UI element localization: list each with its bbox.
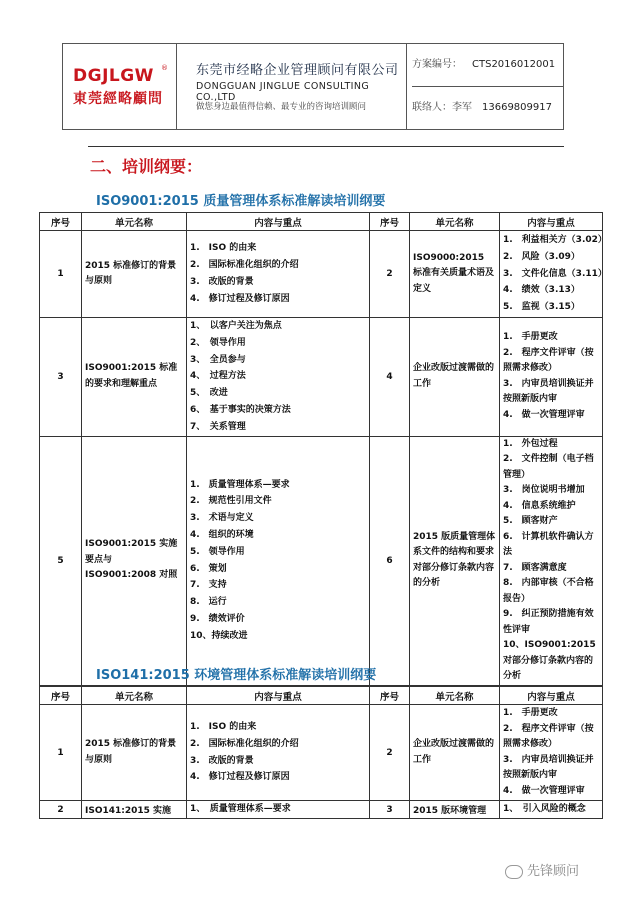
unit-name: ISO141:2015 实施: [82, 801, 187, 819]
list-item: 1. 利益相关方（3.02）: [503, 235, 607, 245]
list-item: 4. 绩效（3.13）: [503, 285, 580, 296]
company-info: [176, 44, 407, 129]
list-item: 7. 顾客满意度: [503, 562, 567, 573]
company-name-en: DONGGUAN JINGLUE CONSULTING CO.,LTD: [196, 81, 370, 103]
company-logo: [63, 44, 177, 129]
list-item: 1. ISO 的由来: [190, 721, 257, 732]
header-rule: [88, 146, 564, 147]
header-no: 序号: [40, 213, 82, 231]
unit-name: ISO9001:2015 实施要点与 ISO9001:2008 对照: [82, 436, 187, 685]
logo-cn-text: 東莞經略顧問: [73, 91, 163, 107]
row-number: 2: [40, 801, 82, 819]
list-item: 3. 改版的背景: [190, 755, 254, 766]
training-outline-table-1: [39, 212, 607, 686]
content-list: [187, 318, 370, 437]
list-item: 10、持续改进: [190, 630, 248, 641]
list-item: 4. 做一次管理评审: [503, 785, 585, 796]
list-item: 5. 顾客财产: [503, 516, 558, 527]
list-item: 2. 文件控制（电子档管理）: [503, 454, 594, 480]
list-item: 4. 组织的环境: [190, 529, 254, 540]
unit-name: ISO9001:2015 标准的要求和理解重点: [82, 318, 187, 437]
list-item: 3、 全员参与: [190, 354, 246, 365]
list-item: 5、 改进: [190, 388, 228, 399]
list-item: 3. 内审员培训换证并按照新版内审: [503, 754, 594, 780]
content-list: [500, 436, 603, 685]
list-item: 4. 信息系统维护: [503, 500, 576, 511]
list-item: 2. 风险（3.09）: [503, 251, 580, 262]
header-unit: 单元名称: [82, 687, 187, 705]
company-name-cn: 东莞市经略企业管理顾问有限公司: [196, 63, 399, 78]
row-number: 2: [370, 705, 410, 801]
table-row: [40, 705, 603, 801]
table-row: [40, 801, 603, 819]
list-item: 2. 国际标准化组织的介绍: [190, 738, 299, 749]
list-item: 2. 程序文件评审（按照需求修改）: [503, 347, 594, 374]
header-unit: 单元名称: [82, 213, 187, 231]
content-list: [187, 801, 370, 819]
unit-name: 2015 版质量管理体系文件的结构和要求对部分修订条款内容的分析: [410, 436, 500, 685]
list-item: 2. 规范性引用文件: [190, 496, 272, 507]
list-item: 3. 术语与定义: [190, 513, 254, 524]
list-item: 1. ISO 的由来: [190, 243, 257, 254]
contact-phone: 13669809917: [482, 102, 552, 113]
list-item: 6. 策划: [190, 563, 227, 574]
list-item: 6. 计算机软件确认方法: [503, 531, 594, 558]
content-list: [500, 318, 603, 437]
list-item: 1. 质量管理体系—要求: [190, 479, 290, 490]
watermark: [505, 860, 579, 879]
list-item: 3. 岗位说明书增加: [503, 485, 585, 496]
header-content: 内容与重点: [500, 687, 603, 705]
wechat-icon: [505, 865, 523, 879]
header-no: 序号: [370, 687, 410, 705]
row-number: 2: [370, 231, 410, 318]
table-header-row: [40, 687, 603, 705]
list-item: 5. 监视（3.15）: [503, 302, 580, 313]
content-list: [500, 705, 603, 801]
header-no: 序号: [370, 213, 410, 231]
row-number: 1: [40, 231, 82, 318]
content-list: [500, 801, 603, 819]
list-item: 2、 领导作用: [190, 337, 246, 348]
plan-number: CTS2016012001: [472, 59, 556, 70]
list-item: 1. 外包过程: [503, 438, 558, 449]
unit-name: 企业改版过渡需做的工作: [410, 318, 500, 437]
content-list: [500, 231, 607, 318]
list-item: 1、 以客户关注为焦点: [190, 321, 282, 331]
list-item: 8. 内部审核（不合格报告）: [503, 578, 594, 604]
list-item: 8. 运行: [190, 597, 227, 608]
logo-text: DGJLGW: [73, 66, 154, 86]
table1-title: ISO9001:2015 质量管理体系标准解读培训纲要: [96, 194, 386, 209]
row-number: 3: [370, 801, 410, 819]
row-number: 3: [40, 318, 82, 437]
list-item: 7. 支持: [190, 580, 227, 591]
unit-name: 2015 标准修订的背景与原则: [82, 231, 187, 318]
watermark-text: 先锋顾问: [527, 864, 580, 879]
list-item: 4. 修订过程及修订原因: [190, 772, 290, 783]
list-item: 1. 手册更改: [503, 708, 558, 718]
contact-label: 联络人：李军: [412, 102, 472, 113]
letterhead: [62, 43, 564, 130]
list-item: 5. 领导作用: [190, 546, 245, 557]
list-item: 1. 手册更改: [503, 332, 558, 343]
list-item: 4、 过程方法: [190, 371, 246, 382]
list-item: 3. 改版的背景: [190, 277, 254, 287]
unit-name: 企业改版过渡需做的工作: [410, 705, 500, 801]
list-item: 1、 质量管理体系—要求: [190, 804, 291, 815]
table-row: [40, 231, 603, 318]
header-unit: 单元名称: [410, 213, 500, 231]
header-content: 内容与重点: [500, 213, 603, 231]
contact-row: [412, 87, 552, 129]
table2-title: ISO141:2015 环境管理体系标准解读培训纲要: [96, 668, 377, 683]
header-no: 序号: [40, 687, 82, 705]
content-list: [187, 231, 370, 318]
list-item: 4. 修订过程及修订原因: [190, 293, 290, 304]
list-item: 6、 基于事实的决策方法: [190, 404, 291, 415]
list-item: 4. 做一次管理评审: [503, 409, 585, 420]
unit-name: 2015 版环境管理: [410, 801, 500, 819]
header-content: 内容与重点: [187, 687, 370, 705]
list-item: 3. 内审员培训换证并按照新版内审: [503, 378, 594, 405]
list-item: 9. 绩效评价: [190, 613, 245, 624]
list-item: 2. 国际标准化组织的介绍: [190, 260, 299, 271]
unit-name: ISO9000:2015 标准有关质量术语及定义: [410, 231, 500, 318]
table-header-row: [40, 213, 603, 231]
row-number: 1: [40, 705, 82, 801]
header-unit: 单元名称: [410, 687, 500, 705]
content-list: [187, 436, 370, 685]
list-item: 2. 程序文件评审（按照需求修改）: [503, 723, 594, 749]
list-item: 1、 引入风险的概念: [503, 804, 586, 815]
row-number: 4: [370, 318, 410, 437]
row-number: 6: [370, 436, 410, 685]
content-list: [187, 705, 370, 801]
table-row: [40, 318, 603, 437]
table-row: [40, 436, 603, 685]
list-item: 7、 关系管理: [190, 421, 246, 432]
document-info: [406, 44, 563, 129]
list-item: 10、ISO9001:2015 对部分修订条款内容的分析: [503, 640, 596, 682]
unit-name: 2015 标准修订的背景与原则: [82, 705, 187, 801]
list-item: 3. 文件化信息（3.11）: [503, 268, 607, 279]
list-item: 9. 纠正预防措施有效性评审: [503, 609, 594, 635]
company-slogan: 做您身边最值得信赖、最专业的咨询培训顾问: [196, 102, 367, 112]
row-number: 5: [40, 436, 82, 685]
registered-mark: ®: [161, 64, 168, 72]
section-title: 二、培训纲要：: [90, 157, 203, 176]
training-outline-table-2: [39, 686, 603, 819]
plan-number-row: [412, 44, 563, 87]
header-content: 内容与重点: [187, 213, 370, 231]
plan-number-label: 方案编号：: [412, 59, 462, 70]
